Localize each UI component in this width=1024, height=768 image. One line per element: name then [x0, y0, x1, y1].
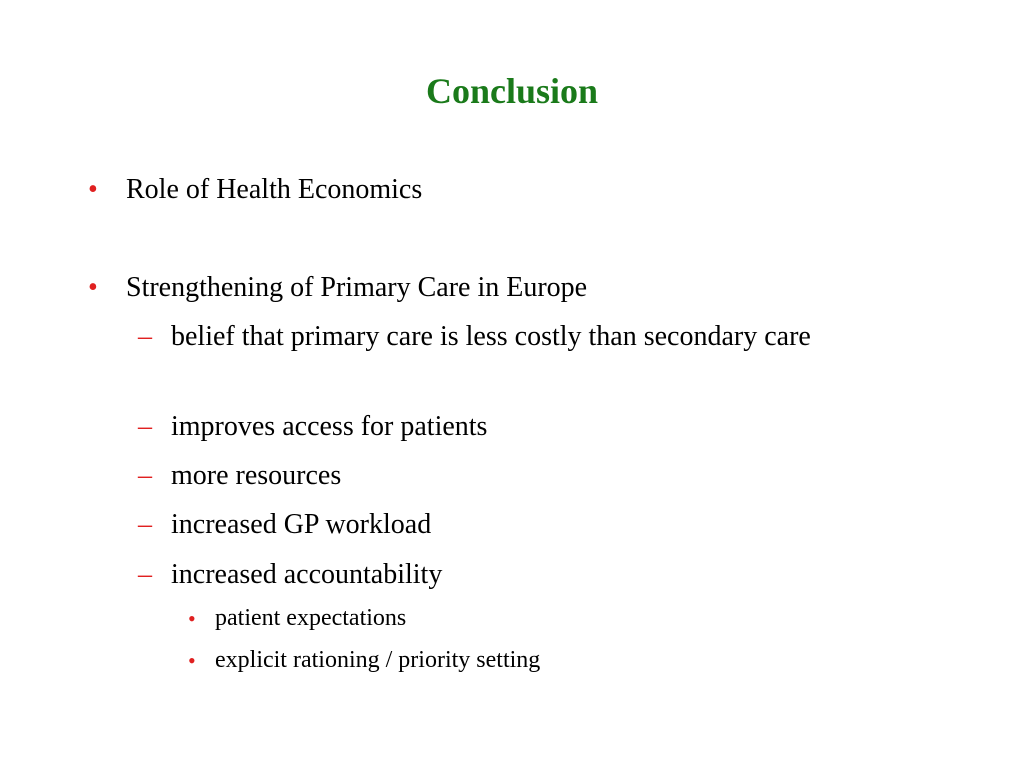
sub-bullet-text: belief that primary care is less costly than secondary care	[171, 321, 811, 352]
dash-icon: –	[138, 321, 152, 352]
dash-icon: –	[138, 460, 152, 491]
sub-bullet-text: more resources	[171, 460, 342, 491]
slide-title: Conclusion	[425, 71, 599, 111]
sub-sub-bullet-text: patient expectations	[215, 605, 407, 631]
sub-bullet-text: increased GP workload	[171, 509, 432, 540]
bullet-icon: •	[188, 606, 196, 631]
dash-icon: –	[138, 411, 152, 442]
bullet-text: Strengthening of Primary Care in Europe	[126, 272, 588, 303]
bullet-icon: •	[188, 648, 196, 673]
sub-bullet-text: improves access for patients	[171, 411, 488, 442]
dash-icon: –	[138, 509, 152, 540]
sub-sub-bullet-text: explicit rationing / priority setting	[215, 647, 541, 673]
bullet-text: Role of Health Economics	[126, 174, 423, 205]
bullet-icon: •	[88, 272, 98, 303]
dash-icon: –	[138, 559, 152, 590]
sub-bullet-text: increased accountability	[171, 559, 443, 590]
bullet-icon: •	[88, 174, 98, 205]
